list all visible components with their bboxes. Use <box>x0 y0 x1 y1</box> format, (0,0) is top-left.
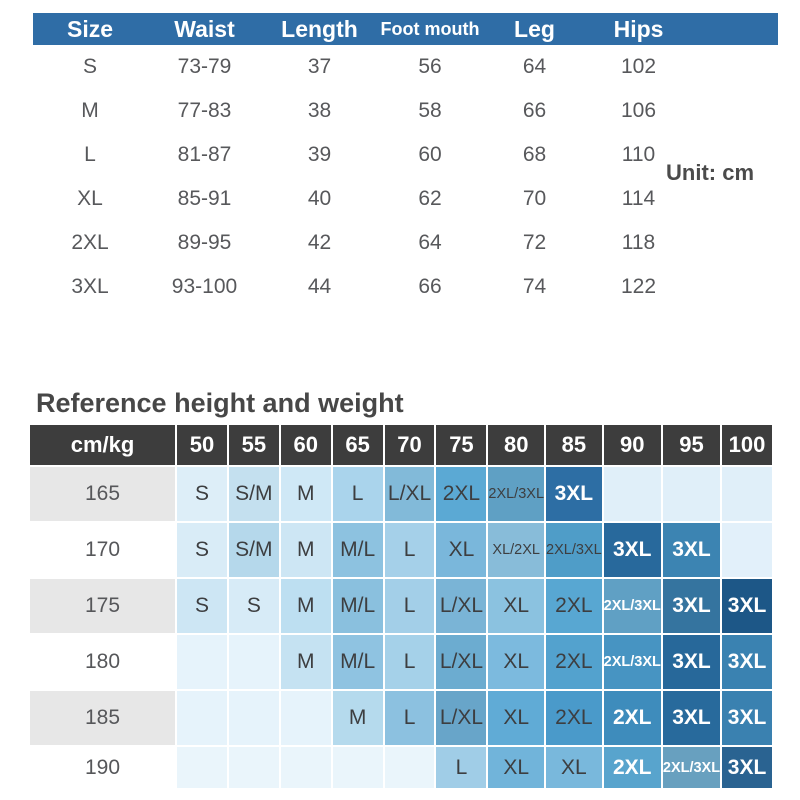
ref-size-cell: M <box>281 523 331 577</box>
ref-empty-cell <box>385 747 435 788</box>
ref-size-cell: XL <box>546 747 602 788</box>
size-value: 89-95 <box>177 231 232 254</box>
size-value: 37 <box>307 55 332 78</box>
ref-size-cell: 3XL <box>722 579 772 633</box>
size-value: 60 <box>418 143 442 166</box>
ref-empty-cell <box>281 691 331 745</box>
ref-size-cell: 2XL/3XL <box>546 523 602 577</box>
ref-size-cell: M <box>281 635 331 689</box>
ref-size-cell: 3XL <box>663 579 720 633</box>
ref-weight-header: 55 <box>229 425 279 465</box>
ref-size-cell: M/L <box>333 635 383 689</box>
ref-height-label: 185 <box>30 691 175 745</box>
ref-empty-cell <box>333 747 383 788</box>
ref-weight-header: 85 <box>546 425 602 465</box>
size-value: 110 <box>621 143 656 166</box>
ref-size-cell: 3XL <box>663 635 720 689</box>
ref-size-cell: S/M <box>229 523 279 577</box>
ref-empty-cell <box>177 691 227 745</box>
ref-empty-cell <box>177 635 227 689</box>
ref-weight-header: 100 <box>722 425 772 465</box>
ref-size-cell: XL <box>488 635 544 689</box>
ref-empty-cell <box>722 467 772 521</box>
ref-size-cell: S <box>177 523 227 577</box>
ref-weight-header: 70 <box>385 425 435 465</box>
ref-empty-cell <box>229 747 279 788</box>
ref-size-cell: M <box>333 691 383 745</box>
ref-weight-header: 90 <box>604 425 661 465</box>
unit-note: Unit: cm <box>666 160 754 185</box>
size-value: 70 <box>522 187 547 210</box>
ref-empty-cell <box>663 467 720 521</box>
ref-size-cell: 3XL <box>722 691 772 745</box>
size-value: 64 <box>522 55 547 78</box>
size-value: 56 <box>418 55 442 78</box>
size-label: XL <box>77 187 103 210</box>
ref-size-cell: 2XL/3XL <box>488 467 544 521</box>
ref-size-cell: L <box>385 523 435 577</box>
size-value: 40 <box>307 187 332 210</box>
ref-size-cell: L <box>385 635 435 689</box>
ref-size-cell: L/XL <box>385 467 435 521</box>
size-value: 62 <box>418 187 442 210</box>
ref-size-cell: M <box>281 579 331 633</box>
size-table-row <box>33 221 778 265</box>
ref-size-cell: 3XL <box>546 467 602 521</box>
ref-size-cell: 2XL/3XL <box>663 747 720 788</box>
ref-size-cell: L <box>385 691 435 745</box>
size-label: 3XL <box>71 275 109 298</box>
ref-height-label: 165 <box>30 467 175 521</box>
size-value: 73-79 <box>177 55 232 78</box>
ref-size-cell: S/M <box>229 467 279 521</box>
size-value: 42 <box>307 231 332 254</box>
ref-corner-header: cm/kg <box>30 425 175 465</box>
ref-size-cell: 2XL <box>604 747 661 788</box>
ref-size-cell: 3XL <box>663 691 720 745</box>
size-value: 85-91 <box>177 187 232 210</box>
size-value: 93-100 <box>171 275 238 298</box>
ref-size-cell: XL <box>488 691 544 745</box>
ref-empty-cell <box>229 635 279 689</box>
size-value: 38 <box>307 99 332 122</box>
size-value: 58 <box>418 99 442 122</box>
size-value: 77-83 <box>177 99 232 122</box>
ref-size-cell: 3XL <box>663 523 720 577</box>
size-value: 66 <box>418 275 442 298</box>
size-value: 39 <box>307 143 332 166</box>
ref-size-cell: XL <box>488 747 544 788</box>
reference-table <box>30 425 772 788</box>
ref-empty-cell <box>177 747 227 788</box>
ref-size-cell: 3XL <box>604 523 661 577</box>
size-table-row <box>33 45 778 89</box>
ref-height-label: 170 <box>30 523 175 577</box>
ref-size-cell: 2XL/3XL <box>604 635 661 689</box>
size-value: 114 <box>621 187 656 210</box>
ref-weight-header: 60 <box>281 425 331 465</box>
ref-size-cell: M/L <box>333 579 383 633</box>
ref-size-cell: XL <box>488 579 544 633</box>
ref-size-cell: XL <box>436 523 486 577</box>
size-column-header: Hips <box>613 15 664 42</box>
reference-table-title: Reference height and weight <box>36 388 404 418</box>
ref-empty-cell <box>604 467 661 521</box>
size-value: 72 <box>522 231 547 254</box>
size-table-header-row <box>33 13 778 45</box>
ref-weight-header: 95 <box>663 425 720 465</box>
size-label: M <box>81 99 99 122</box>
size-value: 74 <box>522 275 547 298</box>
ref-size-cell: 2XL <box>604 691 661 745</box>
size-value: 44 <box>307 275 332 298</box>
size-value: 66 <box>522 99 547 122</box>
size-column-header: Leg <box>514 15 555 42</box>
ref-size-cell: 2XL <box>436 467 486 521</box>
ref-size-cell: 2XL/3XL <box>604 579 661 633</box>
size-value: 118 <box>621 231 656 254</box>
ref-weight-header: 50 <box>177 425 227 465</box>
ref-size-cell: L/XL <box>436 635 486 689</box>
size-table-row <box>33 89 778 133</box>
ref-size-cell: 3XL <box>722 635 772 689</box>
size-value: 81-87 <box>177 143 232 166</box>
ref-size-cell: L/XL <box>436 691 486 745</box>
ref-size-cell: S <box>229 579 279 633</box>
ref-weight-header: 80 <box>488 425 544 465</box>
ref-size-cell: L/XL <box>436 579 486 633</box>
ref-size-cell: M/L <box>333 523 383 577</box>
size-value: 64 <box>418 231 442 254</box>
ref-size-cell: 3XL <box>722 747 772 788</box>
size-value: 106 <box>620 99 657 122</box>
ref-weight-header: 65 <box>333 425 383 465</box>
ref-size-cell: XL/2XL <box>488 523 544 577</box>
size-label: L <box>84 143 96 166</box>
ref-empty-cell <box>281 747 331 788</box>
size-column-header: Waist <box>174 15 235 42</box>
ref-size-cell: L <box>436 747 486 788</box>
ref-size-cell: 2XL <box>546 691 602 745</box>
ref-size-cell: S <box>177 579 227 633</box>
ref-height-label: 175 <box>30 579 175 633</box>
size-label: S <box>82 55 97 78</box>
size-column-header: Size <box>66 15 114 42</box>
ref-empty-cell <box>229 691 279 745</box>
size-column-header: Foot mouth <box>380 18 480 39</box>
ref-empty-cell <box>722 523 772 577</box>
ref-weight-header: 75 <box>436 425 486 465</box>
size-value: 102 <box>620 55 657 78</box>
ref-size-cell: S <box>177 467 227 521</box>
ref-size-cell: L <box>385 579 435 633</box>
size-label: 2XL <box>71 231 109 254</box>
ref-size-cell: 2XL <box>546 579 602 633</box>
size-column-header: Length <box>281 15 358 42</box>
ref-height-label: 190 <box>30 747 175 788</box>
size-table-row <box>33 265 778 309</box>
size-value: 122 <box>620 275 657 298</box>
ref-size-cell: M <box>281 467 331 521</box>
ref-height-label: 180 <box>30 635 175 689</box>
size-value: 68 <box>522 143 547 166</box>
ref-size-cell: 2XL <box>546 635 602 689</box>
ref-size-cell: L <box>333 467 383 521</box>
